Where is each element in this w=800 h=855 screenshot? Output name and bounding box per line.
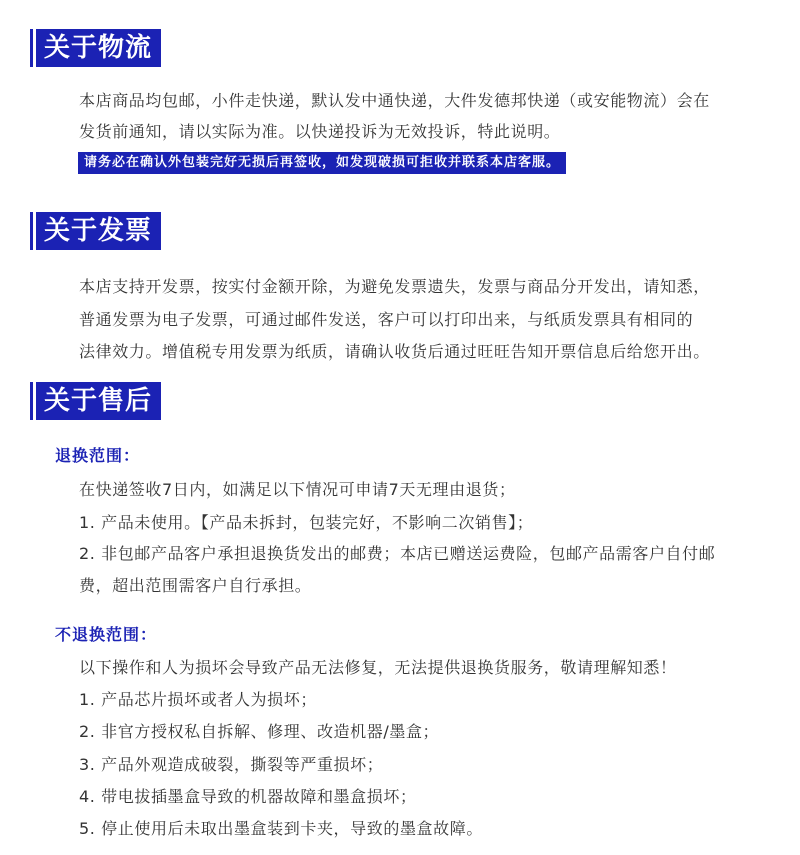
return-scope-item: 1. 产品未使用。【产品未拆封，包装完好，不影响二次销售】；	[79, 513, 534, 532]
return-scope-intro: 在快递签收7日内，如满足以下情况可申请7天无理由退货；	[79, 480, 516, 499]
no-return-scope-item: 2. 非官方授权私自拆解、修理、改造机器/墨盒；	[79, 722, 440, 741]
no-return-scope-item: 1. 产品芯片损坏或者人为损坏；	[79, 690, 317, 709]
after-sales-heading: 关于售后	[33, 382, 161, 420]
invoice-line-3: 法律效力。增值税专用发票为纸质，请确认收货后通过旺旺告知开票信息后给您开出。	[79, 342, 710, 361]
logistics-line-1: 本店商品均包邮，小件走快递，默认发中通快递，大件发德邦快递（或安能物流）会在	[79, 91, 710, 110]
return-scope-title: 退换范围：	[55, 446, 141, 465]
invoice-line-1: 本店支持开发票，按实付金额开除，为避免发票遗失，发票与商品分开发出，请知悉，	[79, 277, 710, 296]
no-return-scope-item: 3. 产品外观造成破裂，撕裂等严重损坏；	[79, 755, 384, 774]
invoice-heading: 关于发票	[33, 212, 161, 250]
no-return-scope-title: 不退换范围：	[55, 625, 158, 644]
logistics-heading: 关于物流	[33, 29, 161, 67]
logistics-line-2: 发货前通知，请以实际为准。以快递投诉为无效投诉，特此说明。	[79, 122, 561, 141]
invoice-line-2: 普通发票为电子发票，可通过邮件发送，客户可以打印出来，与纸质发票具有相同的	[79, 310, 694, 329]
no-return-scope-item: 4. 带电拔插墨盒导致的机器故障和墨盒损坏；	[79, 787, 417, 806]
return-scope-item: 费，超出范围需客户自行承担。	[79, 576, 312, 595]
return-scope-item: 2. 非包邮产品客户承担退换货发出的邮费；本店已赠送运费险，包邮产品需客户自付邮	[79, 544, 716, 563]
no-return-scope-intro: 以下操作和人为损坏会导致产品无法修复，无法提供退换货服务，敬请理解知悉！	[79, 658, 677, 677]
no-return-scope-item: 5. 停止使用后未取出墨盒装到卡夹，导致的墨盒故障。	[79, 819, 483, 838]
logistics-notice-banner: 请务必在确认外包装完好无损后再签收，如发现破损可拒收并联系本店客服。	[78, 152, 566, 174]
